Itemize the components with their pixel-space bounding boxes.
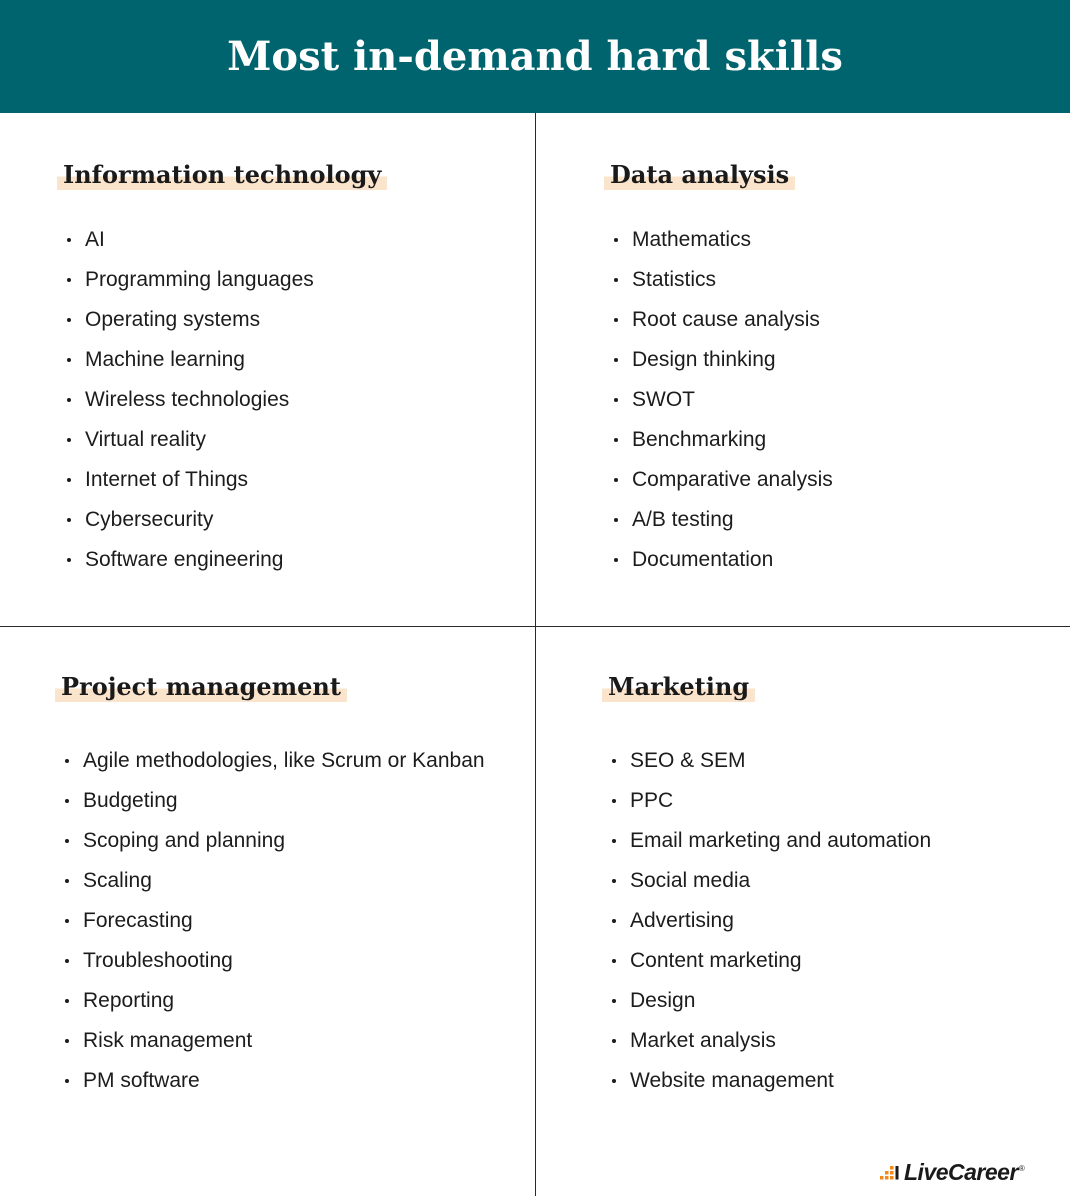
section-information-technology — [57, 158, 537, 571]
vertical-divider — [535, 113, 536, 1196]
list-item: Design — [630, 981, 931, 1021]
list-item: Benchmarking — [632, 420, 833, 460]
list-item: Root cause analysis — [632, 300, 833, 340]
list-item: Agile methodologies, like Scrum or Kanban — [83, 741, 485, 781]
list-item: Troubleshooting — [83, 941, 485, 981]
section-heading: Marketing — [602, 670, 755, 702]
list-item: Cybersecurity — [85, 500, 314, 540]
list-item: SWOT — [632, 380, 833, 420]
list-item: PPC — [630, 781, 931, 821]
list-item: Software engineering — [85, 540, 314, 580]
section-heading: Information technology — [57, 158, 387, 190]
list-item: Website management — [630, 1061, 931, 1101]
list-item: Virtual reality — [85, 420, 314, 460]
list-item: Scaling — [83, 861, 485, 901]
skill-list — [83, 741, 485, 1101]
livecareer-logo — [880, 1158, 1025, 1186]
list-item: Design thinking — [632, 340, 833, 380]
skill-list — [632, 220, 833, 580]
list-item: Wireless technologies — [85, 380, 314, 420]
list-item: Programming languages — [85, 260, 314, 300]
list-item: Comparative analysis — [632, 460, 833, 500]
section-marketing — [602, 670, 1070, 1092]
section-heading: Project management — [55, 670, 347, 702]
list-item: Mathematics — [632, 220, 833, 260]
list-item: Market analysis — [630, 1021, 931, 1061]
list-item: Content marketing — [630, 941, 931, 981]
skill-list — [85, 220, 314, 580]
list-item: Machine learning — [85, 340, 314, 380]
list-item: Advertising — [630, 901, 931, 941]
list-item: SEO & SEM — [630, 741, 931, 781]
list-item: Documentation — [632, 540, 833, 580]
list-item: Reporting — [83, 981, 485, 1021]
list-item: Forecasting — [83, 901, 485, 941]
header-banner — [0, 0, 1070, 113]
list-item: Risk management — [83, 1021, 485, 1061]
list-item: PM software — [83, 1061, 485, 1101]
list-item: Email marketing and automation — [630, 821, 931, 861]
page-title: Most in-demand hard skills — [227, 33, 843, 80]
section-data-analysis — [604, 158, 1070, 571]
skill-list — [630, 741, 931, 1101]
list-item: Statistics — [632, 260, 833, 300]
list-item: Scoping and planning — [83, 821, 485, 861]
section-project-management — [55, 670, 535, 1092]
list-item: Operating systems — [85, 300, 314, 340]
list-item: Budgeting — [83, 781, 485, 821]
list-item: Internet of Things — [85, 460, 314, 500]
logo-wordmark: LiveCareer — [904, 1158, 1018, 1185]
registered-mark: ® — [1018, 1164, 1025, 1173]
horizontal-divider — [0, 626, 1070, 627]
list-item: AI — [85, 220, 314, 260]
list-item: A/B testing — [632, 500, 833, 540]
section-heading: Data analysis — [604, 158, 795, 190]
list-item: Social media — [630, 861, 931, 901]
livecareer-dots-icon — [880, 1163, 902, 1181]
